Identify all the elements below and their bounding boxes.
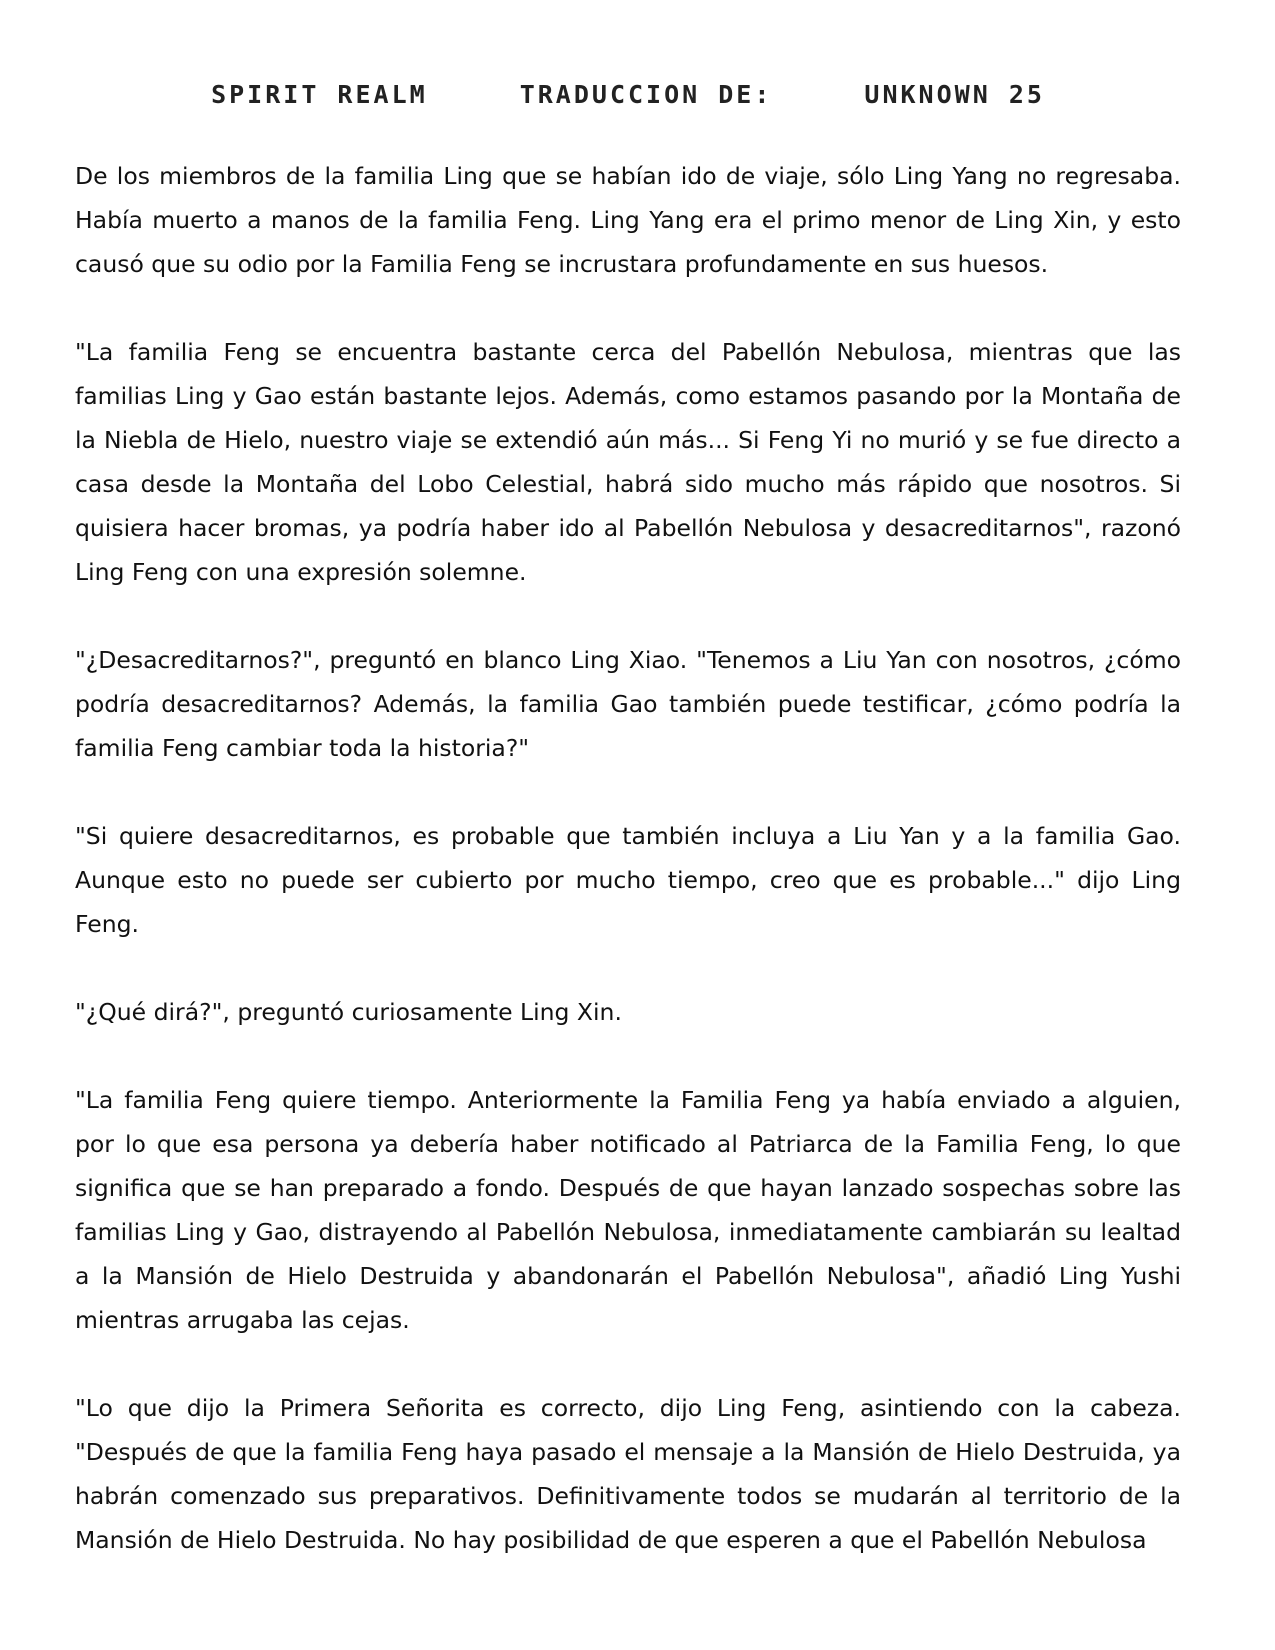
- paragraph: "¿Qué dirá?", preguntó curiosamente Ling Xin.: [75, 998, 622, 1026]
- header-translator-name: UNKNOWN 25: [864, 80, 1045, 109]
- document-body: [75, 154, 1181, 1562]
- header-series-title: SPIRIT REALM: [211, 80, 428, 109]
- paragraph: "La familia Feng quiere tiempo. Anteriormente la Familia Feng ya había enviado a alguien, por lo que esa persona ya debería haber notificado al Patriarca de la Familia Feng, lo que significa que se han preparado a fondo. Después de que hayan lanzado sospechas sobre las familias Ling y Gao, distrayendo al Pabellón Nebulosa, inmediatamente cambiarán su lealtad a la Mansión de Hielo Destruida y abandonarán el Pabellón Nebulosa", añadió Ling Yushi mientras arrugaba las cejas.: [75, 1086, 1181, 1334]
- paragraph: "Si quiere desacreditarnos, es probable que también incluya a Liu Yan y a la familia Gao. Aunque esto no puede ser cubierto por mucho tiempo, creo que es probable..." dijo Ling Feng.: [75, 822, 1181, 938]
- page-header: [75, 70, 1181, 120]
- paragraph: "¿Desacreditarnos?", preguntó en blanco Ling Xiao. "Tenemos a Liu Yan con nosotros, ¿cómo podría desacreditarnos? Además, la familia Gao también puede testificar, ¿cómo podría la familia Feng cambiar toda la historia?": [75, 646, 1181, 762]
- paragraph: De los miembros de la familia Ling que se habían ido de viaje, sólo Ling Yang no regresaba. Había muerto a manos de la familia Feng. Ling Yang era el primo menor de Ling Xin, y esto causó que su odio por la Familia Feng se incrustara profundamente en sus huesos.: [75, 162, 1181, 278]
- paragraph: "La familia Feng se encuentra bastante cerca del Pabellón Nebulosa, mientras que las familias Ling y Gao están bastante lejos. Además, como estamos pasando por la Montaña de la Niebla de Hielo, nuestro viaje se extendió aún más... Si Feng Yi no murió y se fue directo a casa desde la Montaña del Lobo Celestial, habrá sido mucho más rápido que nosotros. Si quisiera hacer bromas, ya podría haber ido al Pabellón Nebulosa y desacreditarnos", razonó Ling Feng con una expresión solemne.: [75, 338, 1181, 586]
- header-translation-label: TRADUCCION DE:: [519, 80, 773, 109]
- paragraph: "Lo que dijo la Primera Señorita es correcto, dijo Ling Feng, asintiendo con la cabeza. "Después de que la familia Feng haya pasado el mensaje a la Mansión de Hielo Destruida, ya habrán comenzado sus preparativos. Definitivamente todos se mudarán al territorio de la Mansión de Hielo Destruida. No hay posibilidad de que esperen a que el Pabellón Nebulosa: [75, 1394, 1181, 1554]
